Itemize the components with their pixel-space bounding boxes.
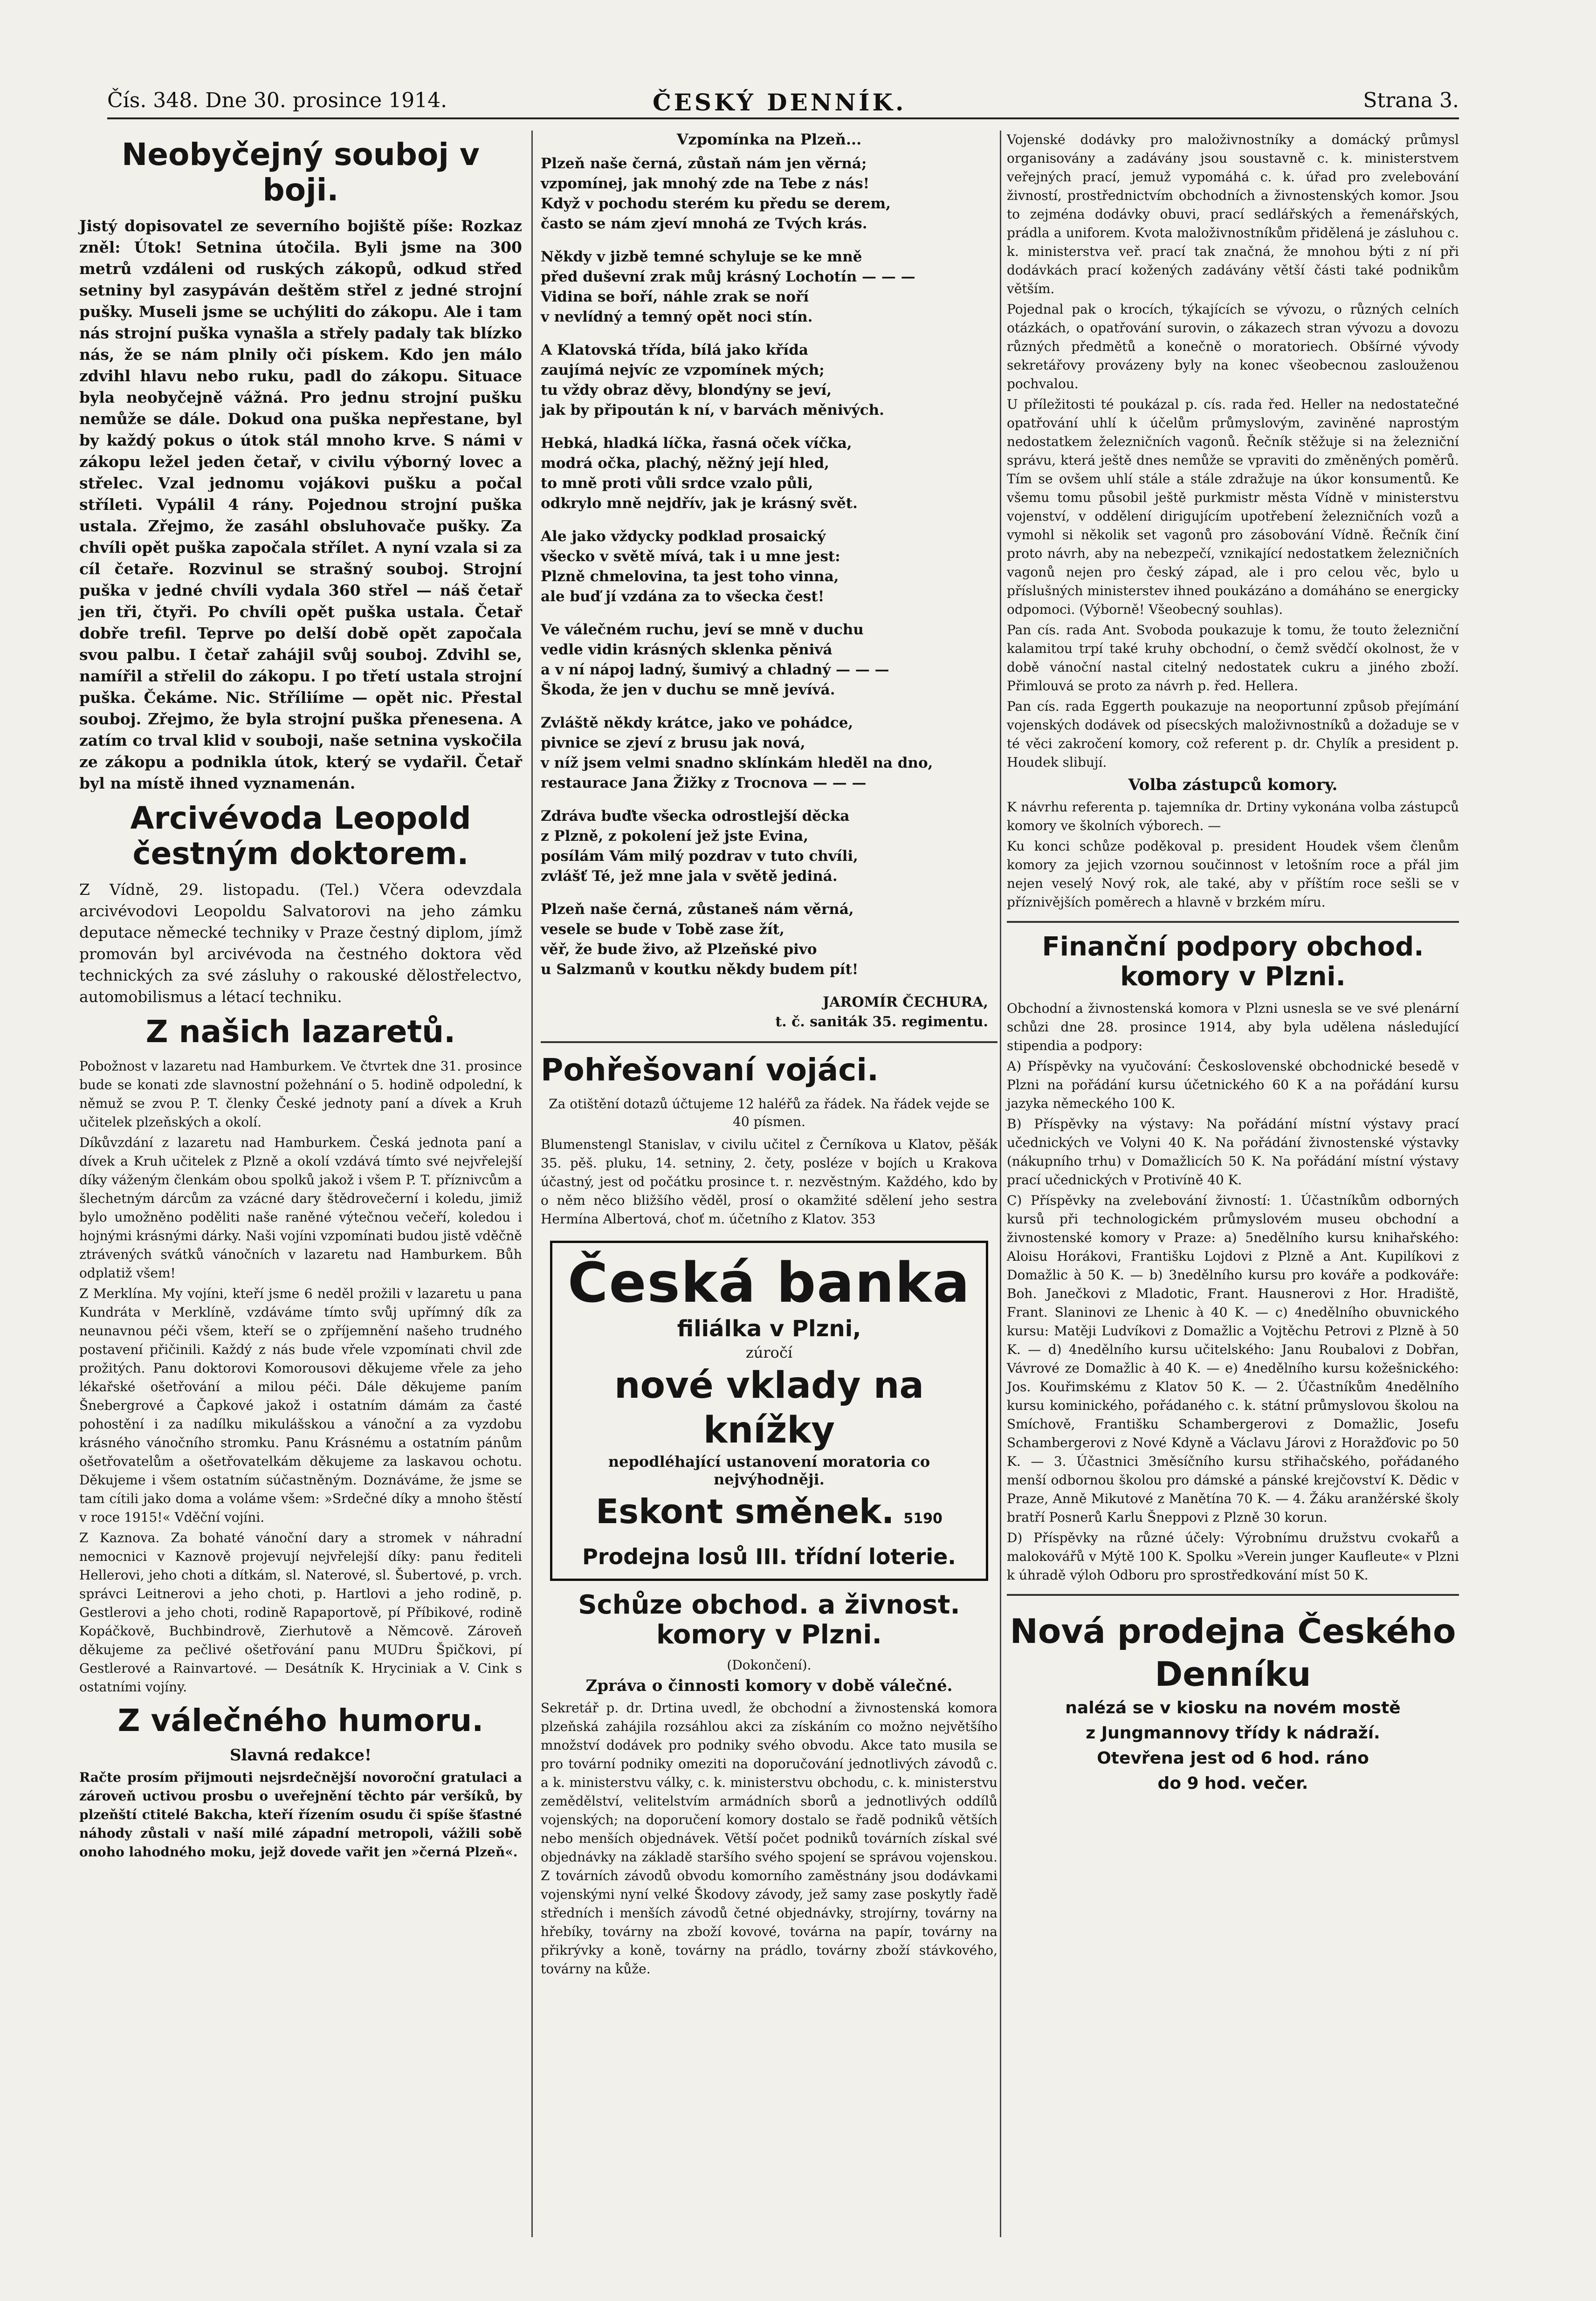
poem-line: jak by připoután k ní, v barvách měnivých.: [541, 402, 884, 419]
column-1: [79, 131, 522, 1863]
poem-author: JAROMÍR ČECHURA,: [823, 994, 988, 1010]
page-number: Strana 3.: [1363, 89, 1459, 112]
poem-line: Zdráva buďte všecka odrostlejší děcka: [541, 808, 850, 824]
poem-line: Vidina se boří, náhle zrak se noří: [541, 288, 809, 305]
poem-line: Škoda, že jen v duchu se mně jevívá.: [541, 681, 835, 698]
article-title-meeting: Schůze obchod. a živnost. komory v Plzni.: [578, 1590, 960, 1650]
poem-line: Když v pochodu sterém ku předu se derem,: [541, 195, 891, 212]
article-body-humor: Račte prosím přijmouti nejsrdečnější novoroční gratulaci a zároveň uctivou prosbu o uveřejnění těchto pár veršíků, by plzeňští ctitelé Bakcha, kteří řízením osudu či spíše šťastné náhody zůstali v naší milé západní metropoli, vážili sobě onoho lahodného moku, jejž dovede vařit jen »černá Plzeň«.: [79, 1770, 522, 1860]
poem-stanza: [541, 900, 998, 980]
poem-line: modrá očka, plachý, něžný její hled,: [541, 455, 830, 472]
poem-line: a v ní nápoj ladný, šumivý a chladný — — —: [541, 661, 889, 678]
poem-line: Ve válečném ruchu, jeví se mně v duchu: [541, 621, 864, 638]
column-divider-2: [1000, 131, 1001, 2237]
subsidies-paragraph: A) Příspěvky na vyučování: Československé obchodnické besedě v Plzni na pořádání kursu účetnického 60 K a na pořádání kursu jazyka německého 100 K.: [1007, 1058, 1459, 1111]
poem-line: často se nám zjeví mnohá ze Tvých krás.: [541, 215, 867, 232]
article-body-leopold: Z Vídně, 29. listopadu. (Tel.) Včera odevzdala arcivévodovi Leopoldu Salvatorovi na jeho zámku deputace německé techniky v Praze čestný diplom, jímž promován byl arcivévoda na čestného doktora věd technických za své zásluhy o rakouské dělostřelectvo, automobilismus a létací techniku.: [79, 880, 522, 1006]
poem-stanza: [541, 620, 998, 700]
poem-line: ale buď jí vzdána za to všecka čest!: [541, 588, 825, 605]
lazaret-paragraph: Pobožnost v lazaretu nad Hamburkem. Ve čtvrtek dne 31. prosince bude se konati zde slavnostní požehnání o 5. hodině odpolední, k němuž se zvou P. T. členky České jednoty paní a dívek a Kruh učitelek plzeňských a okolí.: [79, 1058, 522, 1130]
newspaper-title: ČESKÝ DENNÍK.: [653, 89, 907, 116]
bank-name: Česká banka: [567, 1250, 971, 1315]
bank-discount-label: Eskont směnek.: [596, 1492, 894, 1531]
section-rule: [1007, 1594, 1459, 1596]
poem-line: A Klatovská třída, bílá jako křída: [541, 342, 808, 358]
column-2: [541, 131, 998, 1980]
deliveries-paragraph: Vojenské dodávky pro maloživnostníky a domácký průmysl organisovány a zadávány jsou soustavně c. k. ministerstvem veřejných prací, jemuž vypomáhá c. k. úřad pro zvelebování živností, prostřednictvím obchodních a živnostenských komor. Jsou to zejména dodávky obuvi, prací sedlářských a řemenářských, prádla a uniforem. Kvota maloživnostníkům přidělená je zásluhou c. k. ministerstva veř. prací tak značná, že mnohou býti z ní při dodávkách prací kožených zadávány větší části také podnikům větším.: [1007, 132, 1459, 296]
poem-stanza: [541, 713, 998, 793]
article-title-missing: Pohřešovaní vojáci.: [541, 1052, 879, 1088]
meeting-subtitle: (Dokončení).: [727, 1657, 812, 1673]
poem-line: Zvláště někdy krátce, jako ve pohádce,: [541, 714, 853, 731]
section-rule: [541, 1041, 998, 1043]
poem: [541, 154, 998, 980]
poem-line: pivnice se zjeví z brusu jak nová,: [541, 735, 805, 751]
kiosk-title: Nová prodejna Českého Denníku: [1010, 1612, 1456, 1694]
article-body-duel: Jistý dopisovatel ze severního bojiště píše: Rozkaz zněl: Útok! Setnina útočila. Byli jsme na 300 metrů vzdáleni od ruských zákopů, odkud střed setniny byl zasypáván deštěm střel z jedné strojní pušky. Museli jsme se uchýliti do zákopu. Ale i tam nás strojní puška vynašla a střely padaly tak blízko nás, že se nám plnily oči pískem. Kdo jen málo zdvihl hlavu nebo ruku, padl do zákopu. Situace byla neobyčejně vážná. Pro jednu strojní pušku nemůže se dále. Dokud ona puška nepřestane, byl by každý pokus o útok stál mnoho krve. S námi v zákopu ležel jeden četař, v civilu výborný lovec a střelec. Vzal jednomu vojákovi pušku a počal stříleti. Vypálil 4 rány. Pojednou strojní puška ustala. Zřejmo, že zasáhl obsluhovače pušky. Za chvíli opět puška započala střílet. A nyní vzala si za cíl četaře. Rozvinul se strašný souboj. Strojní puška v jedné chvíli vydala 360 střel — náš četař jen tři, čtyři. Po chvíli opět puška ustala. Četař dobře trefil. Teprve po delší době opět započala svou palbu. I četař zahájil svůj souboj. Zdvihl se, namířil a střelil do zákopu. I po třetí ustala strojní puška. Čekáme. Nic. Stříliíme — opět nic. Přestal souboj. Zřejmo, že byla strojní puška přenesena. A zatím co trval klid v souboji, naše setnina vyskočila ze zákopu a podnikla útok, který se vydařil. Četař byl na místě ihned vyznamenán.: [79, 217, 522, 792]
poem-line: zvlášť Té, jež mne jala v světě jediná.: [541, 868, 838, 885]
deliveries-paragraph: Pan cís. rada Eggerth poukazuje na neoportunní způsob přejímání vojenských dodávek od písecských maloživnostníků a dožaduje se v té věci zakročení komory, což referent p. dr. Chylík a president p. Houdek slibují.: [1007, 699, 1459, 770]
masthead: [107, 84, 1459, 117]
poem-line: Plzeň naše černá, zůstaň nám jen věrná;: [541, 155, 867, 172]
poem-line: zaujímá nejvíc ze vzpomínek mých;: [541, 362, 825, 378]
bank-ad-code: 5190: [903, 1511, 942, 1527]
kiosk-advertisement: [1007, 1610, 1459, 1796]
deliveries-paragraph: U příležitosti té poukázal p. cís. rada řed. Heller na nedostatečné opatřování uhlí k účelům průmyslovým, zaviněné naprostým nedostatkem železničních vagonů. Řečník stěžuje si na železniční správu, která ještě dnes nemůže se vpraviti do změněných poměrů. Tím se ovšem uhlí stále a stále zdražuje na úkor konsumentů. Ke všemu tomu působil ještě purkmistr města Vídně v ministerstvu vojenství, v oddělení dirigujícím upotřebení železničních vozů a vymohl si několik set vagonů pro zásobování Vídně. Řečník činí proto návrh, aby na nebezpečí, vznikající nedostatkem železničních vagonů nejen pro český západ, ale i pro celou věc, bylo u příslušných ministerstev ihned poukázáno a domáháno se energicky odpomoci. (Výborně! Všeobecný souhlas).: [1007, 397, 1459, 617]
meeting-lead: Zpráva o činnosti komory v době válečné.: [585, 1676, 953, 1695]
poem-stanza: [541, 154, 998, 234]
poem-stanza: [541, 433, 998, 514]
missing-soldier-entry: Blumenstengl Stanislav, v civilu učitel z Černíkova u Klatov, pěšák 35. pěš. pluku, 14. setniny, 2. čety, posléze v bojích u Krakova účastný, jest od počátku prosince t. r. nezvěstným. Každého, kdo by o něm něco bližšího věděl, prosí o okamžité sdělení jeho sestra Hermína Albertová, choť m. účetního z Klatov. 353: [541, 1137, 998, 1227]
poem-title: Vzpomínka na Plzeň...: [676, 131, 862, 148]
column-3: [1007, 131, 1459, 1796]
article-title-humor: Z válečného humoru.: [117, 1703, 484, 1738]
poem-stanza: [541, 806, 998, 886]
masthead-rule: [107, 117, 1459, 119]
bank-moratorium: nepodléhající ustanovení moratoria co nejvýhodněji.: [608, 1453, 930, 1488]
kiosk-line: z Jungmannovy třídy k nádraží.: [1086, 1724, 1380, 1743]
poem-line: tu vždy obraz děvy, blondýny se jeví,: [541, 382, 832, 398]
subsidies-paragraph: Obchodní a živnostenská komora v Plzni usnesla se ve své plenární schůzi dne 28. prosince 1914, aby byla udělena následující stipendia a podpory:: [1007, 1001, 1459, 1053]
poem-line: Ale jako vždycky podklad prosaický: [541, 528, 826, 545]
article-title-lazarets: Z našich lazaretů.: [145, 1014, 456, 1050]
meeting-body: Sekretář p. dr. Drtina uvedl, že obchodní a živnostenská komora plzeňská zahájila rozsáhlou akci za získáním co možno největšího množství dodávek pro podniky svého obvodu. Akce tato musila se pro tovární podniky omeziti na doporučování jednotlivých závodů c. a k. ministerstvu války, c. k. ministerstvu obchodu, c. k. ministerstvu zemědělství, velitelstvím armádních sborů a jednotlivých oddílů vojenských; na doporučení komory dostalo se řadě podniků větších nebo menších objednávek. Větší počet podniků továrních získal své objednávky na základě staršího svého spojení se správou vojenskou. Z továrních závodů obvodu komorního zaměstnány jsou dodávkami vojenskými nyní velké Škodovy závody, jež samy zase poskytly řadě středních i menších závodů četné objednávky, strojírny, továrny na hřebíky, továrny na zboží kovové, továrna na papír, továrny na přikrývky a koně, továrny na prádlo, továrny zboží stávkového, továrny na kůže.: [541, 1700, 998, 1977]
column-divider-1: [531, 131, 533, 2237]
election-paragraph: Ku konci schůze poděkoval p. president Houdek všem členům komory za jejich vzornou součinnost v letošním roce a přál jim nejen veselý Nový rok, ale také, aby v příštím roce sešli se v příznivějších poměrech a hlavně v brzkém míru.: [1007, 838, 1459, 910]
kiosk-line: do 9 hod. večer.: [1157, 1774, 1308, 1793]
poem-line: vzpomínej, jak mnohý zde na Tebe z nás!: [541, 175, 870, 192]
election-paragraph: K návrhu referenta p. tajemníka dr. Drtiny vykonána volba zástupců komory ve školních výborech. —: [1007, 799, 1459, 833]
bank-lottery: Prodejna losů III. třídní loterie.: [582, 1544, 956, 1569]
missing-notice: Za otištění dotazů účtujeme 12 haléřů za řádek. Na řádek vejde se 40 písmen.: [549, 1096, 990, 1129]
bank-deposits: nové vklady na knížky: [614, 1365, 924, 1451]
poem-line: v nevlídný a temný opět noci stín.: [541, 309, 813, 325]
poem-line: vesele se bude v Tobě zase žít,: [541, 921, 784, 938]
subsidies-paragraph: C) Příspěvky na zvelebování živností: 1. Účastníkům odborných kursů při technologickém průmyslovém museu obchodní a živnostenské komory v Praze: a) 5nedělního kursu knihařského: Aloisu Horákovi, Františku Lojdovi z Plzně a Ant. Kupilíkovi z Domažlic à 50 K. — b) 3nedělního kursu pro kováře a podkováře: Boh. Janečkovi z Mladotic, Frant. Hausnerovi z Hor. Hradiště, Frant. Slaninovi ze Lhenic à 40 K. — c) 4nedělního obuvnického kursu: Matěji Ludvíkovi z Domažlic a Vojtěchu Petrovi z Plzně à 50 K. — d) 4nedělního kursu učitelského: Janu Roubalovi z Dobřan, Vávrové ze Domažlic à 40 K. — e) 4nedělního kursu kožešnického: Jos. Kouřimskému z Klatov 50 K. — 2. Účastníkům 4nedělního kursu kominického, pořádaného c. k. státní průmyslovou školou na Smíchově, Františku Schambergerovi z Domažlic, Josefu Schambergerovi z Nové Kdyně a Václavu Járovi z Horažďovic po 50 K. — 3. Účastnici 3měsíčního kursu střihačského, pořádaného menší odbornou školou pro dámské a pánské krejčovství K. Dědic v Praze, Anně Mikutové z Manětína 70 K. — 4. Žáku aranžérské školy bratří Posnerů Karlu Šneppovi z Plzně 30 korun.: [1007, 1193, 1459, 1525]
article-title-leopold: Arcivévoda Leopold čestným doktorem.: [130, 800, 471, 872]
poem-line: to mně proti vůli srdce vzalo půli,: [541, 475, 813, 492]
poem-line: všecko v světě mívá, tak i u mne jest:: [541, 548, 840, 565]
poem-line: z Plzně, z pokolení jež jste Evina,: [541, 828, 809, 845]
poem-line: v níž jsem velmi snadno sklínkám hleděl na dno,: [541, 755, 933, 771]
poem-stanza: [541, 340, 998, 420]
poem-line: Plzně chmelovina, ta jest toho vinna,: [541, 568, 839, 585]
article-title-duel: Neobyčejný souboj v boji.: [122, 137, 480, 208]
issue-date: Čís. 348. Dne 30. prosince 1914.: [107, 89, 447, 112]
poem-line: vedle vidin krásných sklenka pěnivá: [541, 641, 832, 658]
subsidies-paragraph: B) Příspěvky na výstavy: Na pořádání místní výstavy prací učednických ve Volyni 40 K. Na pořádání živnostenské výstavky (nákupního trhu) v Domažlicích 50 K. Na pořádání místní výstavy prací učednických v Protivíně 40 K.: [1007, 1116, 1459, 1188]
poem-line: restaurace Jana Žižky z Trocnova — — —: [541, 775, 867, 791]
article-title-subsidies: Finanční podpory obchod. komory v Plzni.: [1042, 932, 1424, 992]
bank-branch: filiálka v Plzni,: [677, 1316, 861, 1342]
poem-line: posílám Vám milý pozdrav v tuto chvíli,: [541, 848, 858, 865]
poem-stanza: [541, 527, 998, 607]
kiosk-line: nalézá se v kiosku na novém mostě: [1065, 1698, 1401, 1717]
bank-advertisement: [550, 1241, 988, 1581]
bank-discount: [557, 1488, 981, 1542]
poem-stanza: [541, 247, 998, 327]
subsidies-paragraph: D) Příspěvky na různé účely: Výrobnímu družstvu cvokařů a malokovářů v Mýtě 100 K. Spolku »Verein junger Kaufleute« v Plzni k úhradě výloh Odboru pro sprostředkování míst 50 K.: [1007, 1530, 1459, 1583]
poem-line: před duševní zrak můj krásný Lochotín — — —: [541, 268, 915, 285]
poem-line: Hebká, hladká líčka, řasná oček víčka,: [541, 435, 852, 452]
section-rule: [1007, 921, 1459, 923]
poem-line: u Salzmanů v koutku někdy budem pít!: [541, 961, 859, 978]
lazaret-paragraph: Z Kaznova. Za bohaté vánoční dary a stromek v náhradní nemocnici v Kaznově projevují nejvřelejší díky: panu řediteli Hellerovi, jeho choti a dítkám, sl. Naterové, sl. Šubertové, p. vrch. správci Leitnerovi a jeho choti, p. Hartlovi a jeho rodině, p. Gestlerovi a jeho choti, rodině Rapaportově, pí Příbikové, rodině Kopáčkově, Buchbindrově, Zierhutově a Němcově. Zároveň děkujeme za pečlivé ošetřování panu MUDru Špičkovi, pí Gestlerové a Rainvartové. — Desátník K. Hryciniak a V. Cink s ostatními vojíny.: [79, 1530, 522, 1695]
poem-line: Někdy v jizbě temné schyluje se ke mně: [541, 248, 862, 265]
election-subhead: Volba zástupců komory.: [1128, 776, 1338, 794]
deliveries-paragraph: Pojednal pak o krocích, týkajících se vývozu, o různých celních otázkách, o opatřování surovin, o zákazech stran vývozu a dovozu různých předmětů a konečně o moratoriech. Obšírné vývody sekretářovy provázeny byly na konec všeobecnou zaslouženou pochvalou.: [1007, 302, 1459, 392]
lazaret-paragraph: Díkůvzdání z lazaretu nad Hamburkem. Česká jednota paní a dívek a Kruh učitelek z Plzně a okolí vzdává tímto své nejvřelejší díky váženým členkám obou spolků jakož i všem P. T. příznivcům a šlechetným dárcům za vzácné dary štědrovečerní i koledu, jimiž bylo umožněno poděliti naše raněné výtečnou večeří, koledou i hojnými krásnými dárky. Naši vojíni vzpomínati budou jistě vděčně ztrávených svátků vánočních v lazaretu nad Hamburkem. Bůh odplatiž všem!: [79, 1135, 522, 1281]
poem-author-unit: t. č. saniták 35. regimentu.: [775, 1014, 988, 1030]
article-subtitle-humor: Slavná redakce!: [229, 1746, 371, 1765]
kiosk-line: Otevřena jest od 6 hod. ráno: [1097, 1749, 1369, 1768]
bank-accepts: zúročí: [745, 1344, 793, 1361]
lazaret-paragraph: Z Merklína. My vojíni, kteří jsme 6 neděl prožili v lazaretu u pana Kundráta v Merklíně, vzdáváme tímto svůj upřímný dík za neunavnou péči všem, kteří se o zpříjemnění našeho trudného postavení přičinili. Každý z nás bude vřele vzpomínati chvil zde prožitých. Panu doktorovi Komorousovi děkujeme vřele za jeho lékařské ošetřování a milou péči. Dále děkujeme paním Šnebergrové a Čapkové jakož i ostatním dámám za časté pohostění i za nadílku mikulášskou a vánoční a za vyzdobu krásného vánočního stromku. Panu Krásnému a ostatním pánům ošetřovatelům a ošetřovatelkám děkujeme za laskavou ochotu. Děkujeme i všem ostatním súčastněným. Doznáváme, že jsme se tam cítili jako doma a voláme všem: »Srdečné díky a mnoho štěstí v roce 1915!« Vděční vojíni.: [79, 1286, 522, 1525]
poem-line: Plzeň naše černá, zůstaneš nám věrná,: [541, 901, 854, 918]
poem-line: věř, že bude živo, až Plzeňské pivo: [541, 941, 817, 958]
poem-line: odkrylo mně nejdřív, jak je krásný svět.: [541, 495, 858, 512]
deliveries-paragraph: Pan cís. rada Ant. Svoboda poukazuje k tomu, že touto železniční kalamitou trpí také kruhy obchodní, o čemž svědčí okolnost, že v době vánoční nastal citelný nedostatek cukru a jiného zboží. Přimlouvá se proto za návrh p. řed. Hellera.: [1007, 622, 1459, 694]
